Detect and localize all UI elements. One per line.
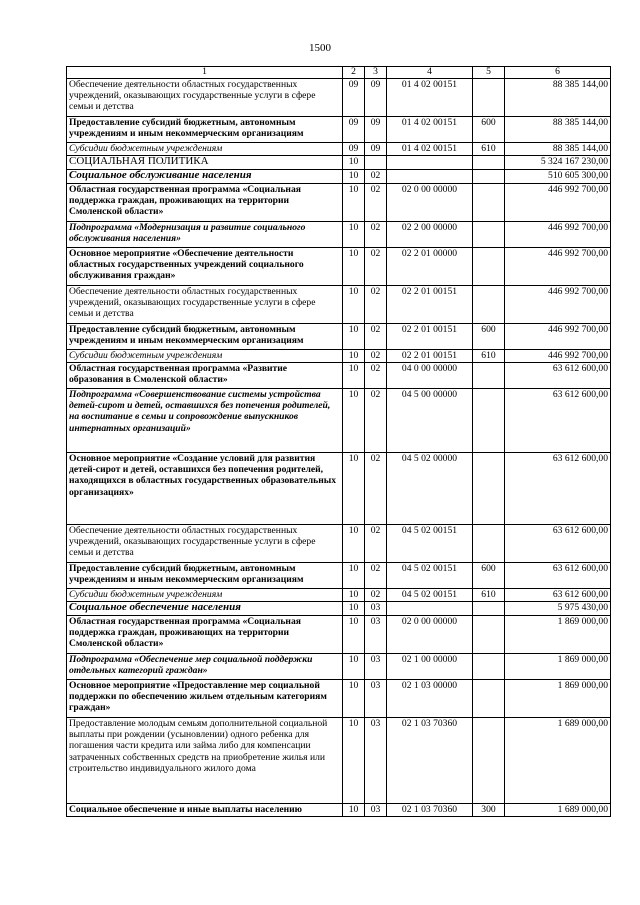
budget-table bbox=[66, 66, 611, 817]
row-subsection-code: 03 bbox=[365, 718, 387, 804]
row-expense-type: 300 bbox=[473, 804, 505, 817]
row-expense-type bbox=[473, 222, 505, 248]
row-name: Основное мероприятие «Предоставление мер социальной поддержки по обеспечению жильем отдельным категориям граждан» bbox=[67, 680, 343, 718]
row-amount: 63 612 600,00 bbox=[505, 453, 611, 525]
table-header-row bbox=[67, 67, 611, 79]
header-cell-target-article: 4 bbox=[387, 67, 473, 79]
row-expense-type bbox=[473, 184, 505, 222]
row-subsection-code: 03 bbox=[365, 616, 387, 654]
row-name: Областная государственная программа «Социальная поддержка граждан, проживающих на территории Смоленской области» bbox=[67, 616, 343, 654]
row-section-code: 10 bbox=[343, 804, 365, 817]
row-subsection-code: 09 bbox=[365, 143, 387, 156]
row-amount: 446 992 700,00 bbox=[505, 350, 611, 363]
row-expense-type bbox=[473, 79, 505, 117]
row-subsection-code: 03 bbox=[365, 804, 387, 817]
table-row bbox=[67, 156, 611, 170]
table-row bbox=[67, 654, 611, 680]
row-name: Областная государственная программа «Развитие образования в Смоленской области» bbox=[67, 363, 343, 389]
row-name: Субсидии бюджетным учреждениям bbox=[67, 589, 343, 602]
row-amount: 1 689 000,00 bbox=[505, 718, 611, 804]
table-row bbox=[67, 680, 611, 718]
row-target-article: 02 1 03 70360 bbox=[387, 804, 473, 817]
row-name: Обеспечение деятельности областных государственных учреждений, оказывающих государственные услуги в сфере семьи и детства bbox=[67, 525, 343, 563]
row-name: Предоставление субсидий бюджетным, автономным учреждениям и иным некоммерческим организациям bbox=[67, 563, 343, 589]
row-section-code: 10 bbox=[343, 170, 365, 184]
row-subsection-code: 02 bbox=[365, 363, 387, 389]
row-amount: 446 992 700,00 bbox=[505, 286, 611, 324]
row-expense-type: 610 bbox=[473, 589, 505, 602]
row-subsection-code: 02 bbox=[365, 248, 387, 286]
row-target-article: 04 5 00 00000 bbox=[387, 389, 473, 453]
row-section-code: 10 bbox=[343, 654, 365, 680]
table-row bbox=[67, 184, 611, 222]
row-expense-type: 610 bbox=[473, 350, 505, 363]
row-amount: 5 324 167 230,00 bbox=[505, 156, 611, 170]
row-section-code: 09 bbox=[343, 117, 365, 143]
table-row bbox=[67, 248, 611, 286]
table-row bbox=[67, 170, 611, 184]
row-name: Основное мероприятие «Обеспечение деятельности областных государственных учреждений социального обслуживания граждан» bbox=[67, 248, 343, 286]
row-expense-type bbox=[473, 453, 505, 525]
row-section-code: 10 bbox=[343, 286, 365, 324]
row-amount: 63 612 600,00 bbox=[505, 363, 611, 389]
row-amount: 446 992 700,00 bbox=[505, 248, 611, 286]
row-section-code: 10 bbox=[343, 222, 365, 248]
row-subsection-code: 02 bbox=[365, 525, 387, 563]
row-amount: 446 992 700,00 bbox=[505, 184, 611, 222]
row-target-article bbox=[387, 156, 473, 170]
row-name: Основное мероприятие «Создание условий для развития детей-сирот и детей, оставшихся без попечения родителей, находящихся в областных государственных образовательных организациях» bbox=[67, 453, 343, 525]
header-cell-section: 2 bbox=[343, 67, 365, 79]
row-amount: 63 612 600,00 bbox=[505, 525, 611, 563]
header-cell-subsection: 3 bbox=[365, 67, 387, 79]
row-section-code: 10 bbox=[343, 602, 365, 616]
table-row bbox=[67, 718, 611, 804]
row-target-article: 01 4 02 00151 bbox=[387, 117, 473, 143]
row-section-code: 10 bbox=[343, 718, 365, 804]
row-name: Предоставление молодым семьям дополнительной социальной выплаты при рождении (усыновлении) одного ребенка для погашения части кредита или займа либо для компенсации затраченных собственных средств на приобретение жилья или строительство индивидуального жилого дома bbox=[67, 718, 343, 804]
row-target-article: 02 0 00 00000 bbox=[387, 184, 473, 222]
row-subsection-code: 09 bbox=[365, 79, 387, 117]
row-name: Предоставление субсидий бюджетным, автономным учреждениям и иным некоммерческим организациям bbox=[67, 324, 343, 350]
table-row bbox=[67, 589, 611, 602]
row-target-article: 04 0 00 00000 bbox=[387, 363, 473, 389]
row-name: Субсидии бюджетным учреждениям bbox=[67, 350, 343, 363]
row-target-article: 04 5 02 00151 bbox=[387, 589, 473, 602]
row-expense-type bbox=[473, 156, 505, 170]
row-target-article: 04 5 02 00151 bbox=[387, 525, 473, 563]
row-target-article: 02 2 01 00151 bbox=[387, 324, 473, 350]
row-target-article: 02 2 01 00000 bbox=[387, 248, 473, 286]
row-section-code: 09 bbox=[343, 79, 365, 117]
row-target-article: 04 5 02 00000 bbox=[387, 453, 473, 525]
row-amount: 446 992 700,00 bbox=[505, 324, 611, 350]
row-section-code: 10 bbox=[343, 680, 365, 718]
row-section-code: 10 bbox=[343, 616, 365, 654]
header-cell-expense-type: 5 bbox=[473, 67, 505, 79]
row-target-article bbox=[387, 170, 473, 184]
row-section-code: 10 bbox=[343, 589, 365, 602]
table-row bbox=[67, 602, 611, 616]
row-subsection-code: 03 bbox=[365, 654, 387, 680]
table-row bbox=[67, 389, 611, 453]
row-section-code: 10 bbox=[343, 350, 365, 363]
row-expense-type bbox=[473, 286, 505, 324]
row-name: Подпрограмма «Модернизация и развитие социального обслуживания населения» bbox=[67, 222, 343, 248]
row-amount: 88 385 144,00 bbox=[505, 143, 611, 156]
row-expense-type: 610 bbox=[473, 143, 505, 156]
row-target-article: 02 2 00 00000 bbox=[387, 222, 473, 248]
header-cell-name: 1 bbox=[67, 67, 343, 79]
row-subsection-code: 02 bbox=[365, 184, 387, 222]
row-name: СОЦИАЛЬНАЯ ПОЛИТИКА bbox=[67, 156, 343, 170]
table-row bbox=[67, 525, 611, 563]
row-expense-type bbox=[473, 602, 505, 616]
page-number: 1500 bbox=[309, 42, 331, 54]
row-expense-type bbox=[473, 616, 505, 654]
row-name: Обеспечение деятельности областных государственных учреждений, оказывающих государственные услуги в сфере семьи и детства bbox=[67, 286, 343, 324]
row-amount: 5 975 430,00 bbox=[505, 602, 611, 616]
row-amount: 63 612 600,00 bbox=[505, 589, 611, 602]
row-expense-type bbox=[473, 363, 505, 389]
row-expense-type bbox=[473, 170, 505, 184]
table-row bbox=[67, 804, 611, 817]
row-expense-type bbox=[473, 248, 505, 286]
row-name: Предоставление субсидий бюджетным, автономным учреждениям и иным некоммерческим организациям bbox=[67, 117, 343, 143]
row-subsection-code: 02 bbox=[365, 453, 387, 525]
table-row bbox=[67, 222, 611, 248]
row-section-code: 09 bbox=[343, 143, 365, 156]
row-name: Социальное обеспечение населения bbox=[67, 602, 343, 616]
row-target-article: 01 4 02 00151 bbox=[387, 143, 473, 156]
row-subsection-code: 02 bbox=[365, 589, 387, 602]
row-target-article: 01 4 02 00151 bbox=[387, 79, 473, 117]
row-section-code: 10 bbox=[343, 453, 365, 525]
row-subsection-code: 03 bbox=[365, 602, 387, 616]
row-name: Социальное обслуживание населения bbox=[67, 170, 343, 184]
row-target-article: 02 2 01 00151 bbox=[387, 350, 473, 363]
row-expense-type: 600 bbox=[473, 563, 505, 589]
row-amount: 446 992 700,00 bbox=[505, 222, 611, 248]
row-amount: 63 612 600,00 bbox=[505, 563, 611, 589]
row-subsection-code: 02 bbox=[365, 222, 387, 248]
row-section-code: 10 bbox=[343, 324, 365, 350]
row-target-article: 02 1 03 70360 bbox=[387, 718, 473, 804]
table-row bbox=[67, 79, 611, 117]
table-row bbox=[67, 350, 611, 363]
table-row bbox=[67, 363, 611, 389]
row-target-article bbox=[387, 602, 473, 616]
row-subsection-code: 02 bbox=[365, 286, 387, 324]
row-name: Социальное обеспечение и иные выплаты населению bbox=[67, 804, 343, 817]
row-amount: 88 385 144,00 bbox=[505, 117, 611, 143]
row-target-article: 02 0 00 00000 bbox=[387, 616, 473, 654]
row-expense-type: 600 bbox=[473, 117, 505, 143]
row-subsection-code bbox=[365, 156, 387, 170]
row-target-article: 02 1 00 00000 bbox=[387, 654, 473, 680]
row-amount: 1 869 000,00 bbox=[505, 616, 611, 654]
table-row bbox=[67, 563, 611, 589]
row-expense-type bbox=[473, 654, 505, 680]
row-subsection-code: 02 bbox=[365, 324, 387, 350]
row-amount: 1 689 000,00 bbox=[505, 804, 611, 817]
row-name: Подпрограмма «Совершенствование системы устройства детей-сирот и детей, оставшихся без попечения родителей, на воспитание в семьи и сопровождение выпускников интернатных организаций» bbox=[67, 389, 343, 453]
row-subsection-code: 03 bbox=[365, 680, 387, 718]
row-section-code: 10 bbox=[343, 156, 365, 170]
row-expense-type bbox=[473, 680, 505, 718]
row-section-code: 10 bbox=[343, 363, 365, 389]
table-row bbox=[67, 616, 611, 654]
row-expense-type bbox=[473, 525, 505, 563]
row-section-code: 10 bbox=[343, 184, 365, 222]
row-section-code: 10 bbox=[343, 525, 365, 563]
header-cell-amount: 6 bbox=[505, 67, 611, 79]
row-target-article: 02 2 01 00151 bbox=[387, 286, 473, 324]
table-row bbox=[67, 117, 611, 143]
row-subsection-code: 02 bbox=[365, 350, 387, 363]
table-row bbox=[67, 286, 611, 324]
row-name: Областная государственная программа «Социальная поддержка граждан, проживающих на территории Смоленской области» bbox=[67, 184, 343, 222]
row-amount: 510 605 300,00 bbox=[505, 170, 611, 184]
row-amount: 63 612 600,00 bbox=[505, 389, 611, 453]
table-row bbox=[67, 453, 611, 525]
row-section-code: 10 bbox=[343, 389, 365, 453]
row-amount: 1 869 000,00 bbox=[505, 654, 611, 680]
row-subsection-code: 02 bbox=[365, 563, 387, 589]
table-row bbox=[67, 324, 611, 350]
row-section-code: 10 bbox=[343, 248, 365, 286]
row-expense-type bbox=[473, 718, 505, 804]
row-name: Обеспечение деятельности областных государственных учреждений, оказывающих государственные услуги в сфере семьи и детства bbox=[67, 79, 343, 117]
row-target-article: 02 1 03 00000 bbox=[387, 680, 473, 718]
row-name: Подпрограмма «Обеспечение мер социальной поддержки отдельных категорий граждан» bbox=[67, 654, 343, 680]
row-target-article: 04 5 02 00151 bbox=[387, 563, 473, 589]
row-subsection-code: 02 bbox=[365, 170, 387, 184]
row-name: Субсидии бюджетным учреждениям bbox=[67, 143, 343, 156]
row-subsection-code: 09 bbox=[365, 117, 387, 143]
row-expense-type bbox=[473, 389, 505, 453]
table-row bbox=[67, 143, 611, 156]
row-subsection-code: 02 bbox=[365, 389, 387, 453]
row-expense-type: 600 bbox=[473, 324, 505, 350]
row-amount: 1 869 000,00 bbox=[505, 680, 611, 718]
row-amount: 88 385 144,00 bbox=[505, 79, 611, 117]
row-section-code: 10 bbox=[343, 563, 365, 589]
